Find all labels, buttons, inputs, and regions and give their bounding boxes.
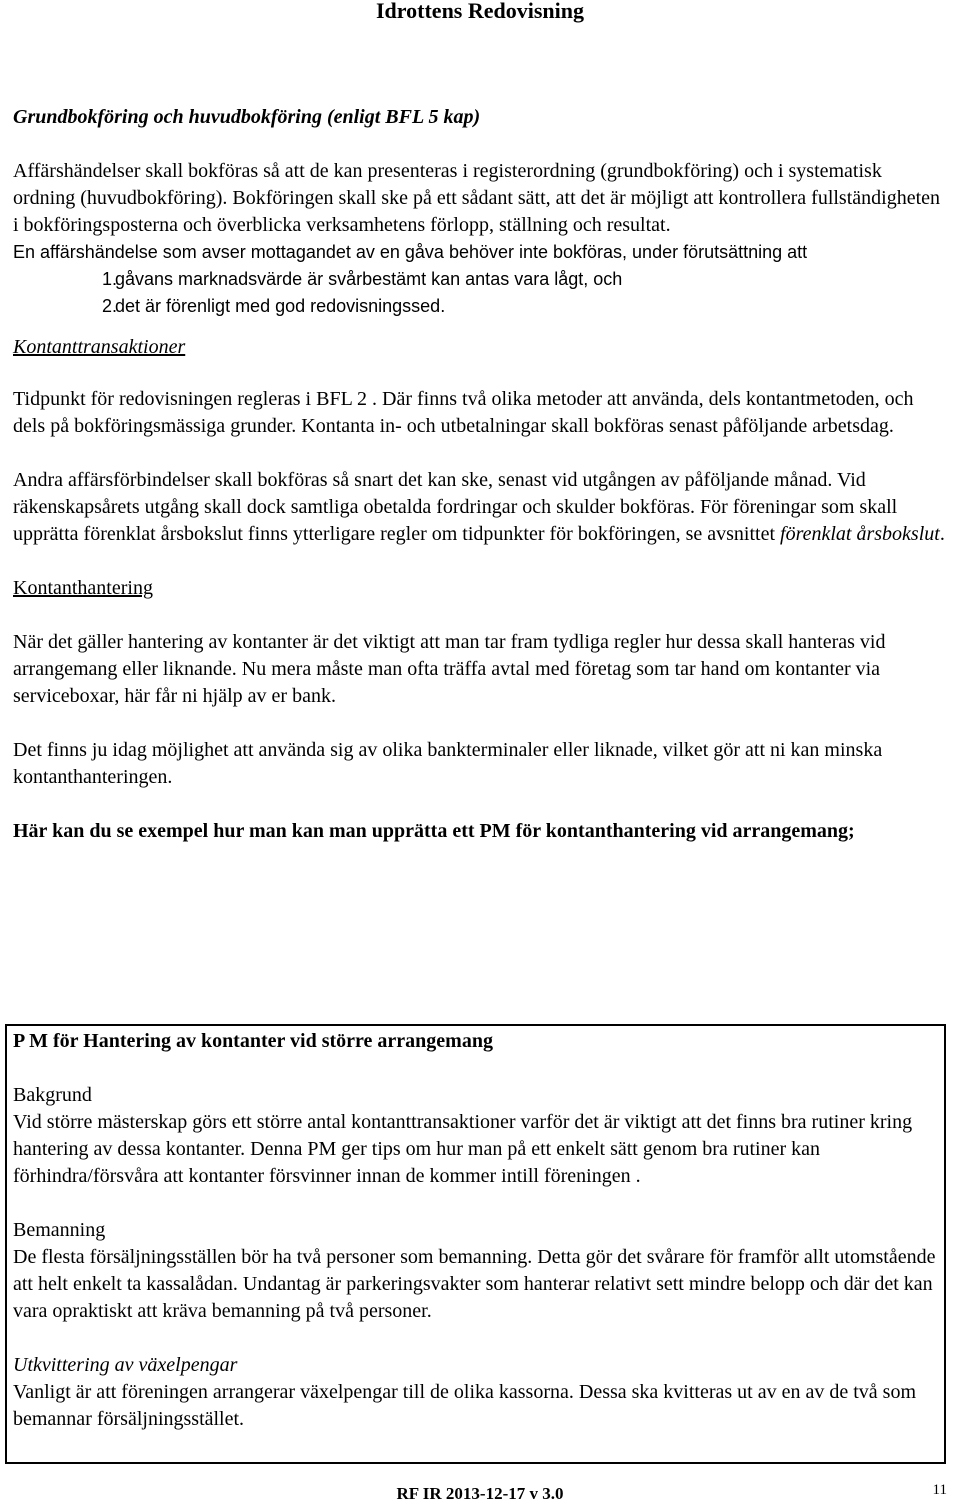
paragraph-bankterminaler: Det finns ju idag möjlighet att använda sig av olika bankterminaler eller liknade, vilket gör att ni kan minska kontanthanteringen. [13,739,883,788]
link-forenklat-arsbokslut: förenklat årsbokslut [780,523,940,545]
pm-content [13,1028,938,1433]
gava-conditions-list [13,266,948,320]
pm-text-utkvittering: Vanligt är att föreningen arrangerar växelpengar till de olika kassorna. Dessa ska kvitteras ut av en av de två som bemannar försäljningsstället. [13,1381,917,1430]
page-header: Idrottens Redovisning [375,0,585,23]
pm-box [5,1024,946,1464]
list-item-text: det är förenligt med god redovisningssed. [115,296,446,316]
page-footer: RF IR 2013-12-17 v 3.0 [396,1484,564,1503]
section-heading-kontanthantering: Kontanthantering [13,577,153,599]
paragraph-gava: En affärshändelse som avser mottagandet av en gåva behöver inte bokföras, under förutsättning att [13,242,808,262]
paragraph-affarshandelser: Affärshändelser skall bokföras så att de kan presenteras i registerordning (grundbokföring) och i systematisk ordning (huvudbokföring). Bokföringen skall ske på ett sådant sätt, att det är möjligt att kontrollera fullständigheten i bokföringsposterna och överblicka verksamhetens förlopp, ställning och resultat. [13,160,941,236]
paragraph-andra-affarsforbindelser [13,467,948,548]
pm-text-bemanning: De flesta försäljningsställen bör ha två personer som bemanning. Detta gör det svårare för framför allt utomstående att helt enkelt ta kassalådan. Undantag är parkeringsvakter som hanterar relativt sett mindre belopp och där det kan vara opraktiskt att kräva bemanning på två personer. [13,1246,936,1322]
pm-text-bakgrund: Vid större mästerskap görs ett större antal kontanttransaktioner varför det är viktigt att det finns bra rutiner kring hantering av dessa kontanter. Denna PM ger tips om hur man på ett enkelt sätt genom bra rutiner kan förhindra/försvåra att kontanter försvinner innan de kommer intill föreningen . [13,1111,913,1187]
paragraph-tidpunkt: Tidpunkt för redovisningen regleras i BFL 2 . Där finns två olika metoder att använda, dels kontantmetoden, och dels på bokföringsmässiga grunder. Kontanta in- och utbetalningar skall bokföras senast påföljande arbetsdag. [13,388,914,437]
pm-title: P M för Hantering av kontanter vid större arrangemang [13,1030,493,1052]
list-item [13,266,948,293]
paragraph-hantering: När det gäller hantering av kontanter är det viktigt att man tar fram tydliga regler hur dessa skall hanteras vid arrangemang eller liknande. Nu mera måste man ofta träffa avtal med företag som tar hand om kontanter via serviceboxar, här får ni hjälp av er bank. [13,631,886,707]
list-item-text: gåvans marknadsvärde är svårbestämt kan antas vara lågt, och [115,269,623,289]
list-item-number: 2. [102,296,118,316]
paragraph-text-end: . [939,523,945,545]
section-heading-grundbokforing: Grundbokföring och huvudbokföring (enligt BFL 5 kap) [13,106,481,128]
page-number: 11 [932,1482,947,1498]
document-body [13,104,948,845]
paragraph-pm-intro: Här kan du se exempel hur man kan man upprätta ett PM för kontanthantering vid arrangemang; [13,820,855,842]
section-heading-kontanttransaktioner: Kontanttransaktioner [13,336,186,358]
list-item-number: 1. [102,269,118,289]
pm-heading-bemanning: Bemanning [13,1219,106,1241]
pm-heading-bakgrund: Bakgrund [13,1084,92,1106]
pm-heading-utkvittering: Utkvittering av växelpengar [13,1354,238,1376]
list-item [13,293,948,320]
paragraph-text: Andra affärsförbindelser skall bokföras så snart det kan ske, senast vid utgången av påföljande månad. Vid räkenskapsårets utgång skall dock samtliga obetalda fordringar och skulder bokföras. För föreningar som skall upprätta förenklat årsbokslut finns ytterligare regler om tidpunkter för bokföringen, se avsnittet [13,469,898,545]
